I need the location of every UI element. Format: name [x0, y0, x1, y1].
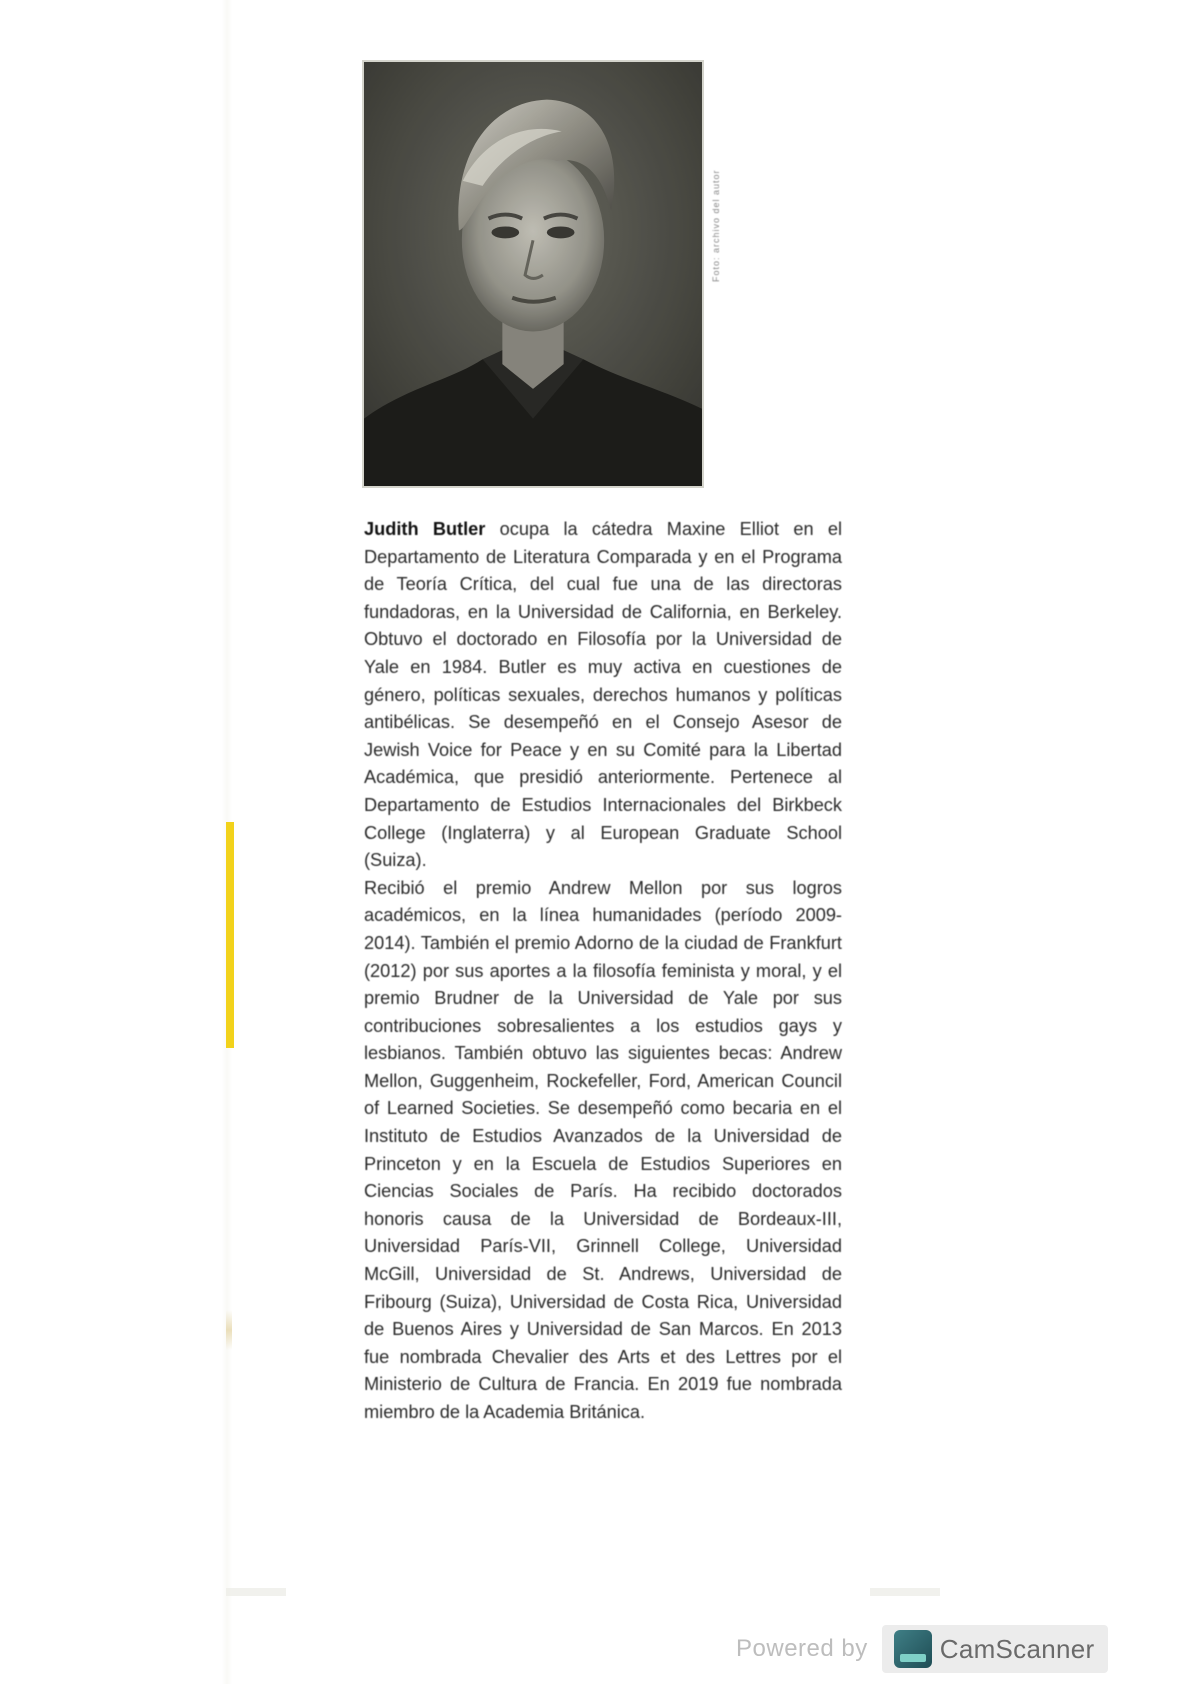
camscanner-brand: CamScanner [939, 1633, 1095, 1664]
bio-paragraph-1 [364, 516, 842, 875]
page-footer-left [226, 1588, 286, 1596]
author-biography [364, 516, 842, 1427]
bio-text-1: ocupa la cátedra Maxine Elliot en el Departamento de Literatura Comparada y en el Programa de Teoría Crítica, del cual fue una de las directoras fundadoras, en la Universidad de California, en Berkeley. Obtuvo el doctorado en Filosofía por la Universidad de Yale en 1984. Butler es muy activa en cuestiones de género, políticas sexuales, derechos humanos y políticas antibélicas. Se desempeñó en el Consejo Asesor de Jewish Voice for Peace y en su Comité para la Libertad Académica, que presidió anteriormente. Pertenece al Departamento de Estudios Internacionales del Birkbeck College (Inglaterra) y al European Graduate School (Suiza). [364, 519, 843, 871]
highlighter-mark [226, 822, 234, 1048]
watermark [736, 1625, 1108, 1673]
photo-credit: Foto: archivo del autor [711, 169, 721, 282]
scan-stain [226, 1310, 232, 1350]
portrait-image [364, 62, 702, 486]
page-footer-right [870, 1588, 940, 1596]
author-name: Judith Butler [364, 519, 486, 539]
author-photo [362, 60, 704, 488]
bio-paragraph-2: Recibió el premio Andrew Mellon por sus logros académicos, en la línea humanidades (período 2009-2014). También el premio Adorno de la ciudad de Frankfurt (2012) por sus aportes a la filosofía feminista y moral, y el premio Brudner de la Universidad de Yale por sus contribuciones sobresalientes a los estudios gays y lesbianos. También obtuvo las siguientes becas: Andrew Mellon, Guggenheim, Rockefeller, Ford, American Council of Learned Societies. Se desempeñó como becaria en el Instituto de Estudios Avanzados de la Universidad de Princeton y en la Escuela de Estudios Superiores en Ciencias Sociales de París. Ha recibido doctorados honoris causa de la Universidad de Bordeaux-III, Universidad París-VII, Grinnell College, Universidad McGill, Universidad de St. Andrews, Universidad de Fribourg (Suiza), Universidad de Costa Rica, Universidad de Buenos Aires y Universidad de San Marcos. En 2013 fue nombrada Chevalier des Arts et des Lettres por el Ministerio de Cultura de Francia. En 2019 fue nombrada miembro de la Academia Británica. [364, 877, 842, 1422]
camscanner-badge [882, 1625, 1109, 1673]
camscanner-logo-icon [894, 1630, 932, 1668]
powered-by-label: Powered by [736, 1635, 868, 1662]
